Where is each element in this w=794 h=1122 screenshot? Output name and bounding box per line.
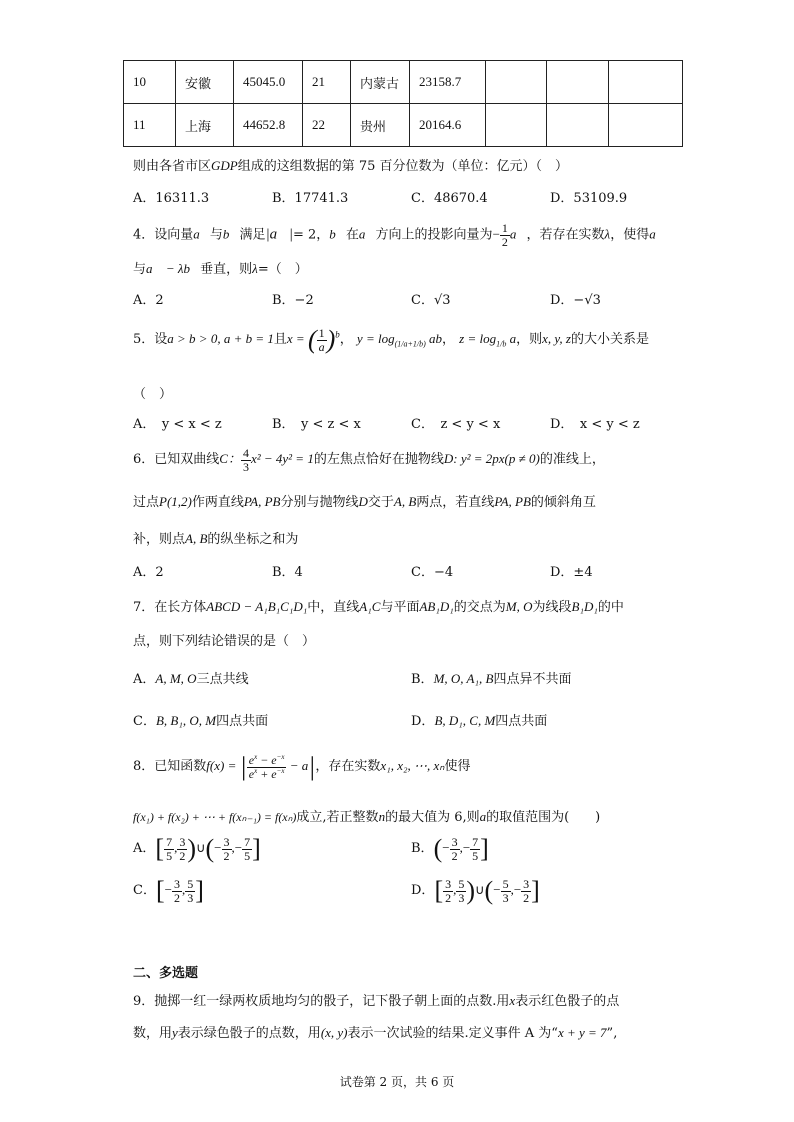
lambda: λ xyxy=(604,226,611,242)
q8-text: 使得 xyxy=(444,758,471,774)
plane-ab1d1: AB₁D₁ xyxy=(419,599,454,614)
q7-text: 与平面 xyxy=(380,600,420,615)
q5-option-c: C． z < y < x xyxy=(411,417,501,432)
q8-text: 的取值范围为( ) xyxy=(486,810,601,825)
table-cell xyxy=(547,61,609,104)
var-a: a xyxy=(479,809,487,824)
q3-option-a: A．16311.3 xyxy=(133,191,210,206)
sum-expr: f(x₁) + f(x₂) + ⋯ + f(xₙ₋₁) = f(xₙ) xyxy=(133,810,297,824)
q6-text: 的倾斜角互 xyxy=(530,495,596,510)
q4-option-c: C．√3 xyxy=(411,293,451,308)
q5-text: ，则 xyxy=(516,331,543,347)
q6-line3 xyxy=(133,528,298,547)
option-text: 四点共面 xyxy=(216,714,269,729)
points-ab: A, B xyxy=(185,531,208,546)
q4-text: 与 xyxy=(209,227,223,243)
math-expr: B, D₁, C, M xyxy=(434,713,496,728)
table-cell: 11 xyxy=(124,104,176,147)
q6-line1 xyxy=(133,447,605,473)
table-cell: 10 xyxy=(124,61,176,104)
math-expr: B, B₁, O, M xyxy=(155,713,217,728)
q5-paren: （ ） xyxy=(133,387,173,402)
q6-text: 过点 xyxy=(133,495,160,510)
point-p: P(1,2) xyxy=(159,494,192,509)
q5-condition: a > b > 0, a + b = 1 xyxy=(167,330,274,346)
section-title: 二、多选题 xyxy=(133,966,199,981)
q6-text: 两点，若直线 xyxy=(416,495,495,510)
q3-stem xyxy=(133,155,568,174)
q5-stem: 5．设a > b > 0, a + b = 1且x = ( $\frac{1}{a}$ )$^b$， $y = \log_{(1/a+1/b)}$ ab， $z = \log_{1/b} a$，则x, y, z的大小关系是 xyxy=(133,325,649,354)
cuboid-name: ABCD − A₁B₁C₁D₁ xyxy=(206,599,308,614)
q6-option-b: B．4 xyxy=(272,565,303,580)
option-text: 三点共线 xyxy=(196,672,249,687)
q8-option-d xyxy=(411,876,540,906)
fraction-half: $\frac{1}{2}$ xyxy=(501,221,508,249)
q9-text: 表示绿色骰子的点数，用 xyxy=(177,1026,321,1041)
table-row xyxy=(124,104,683,147)
q7-text: 的中 xyxy=(597,600,624,615)
q5-option-b: B． y < z < x xyxy=(272,417,361,432)
q8-text: ，存在实数 xyxy=(315,758,381,774)
q8-option-a xyxy=(133,834,261,864)
q8-line1 xyxy=(133,752,470,782)
q8-text: 的最大值为 6,则 xyxy=(385,810,480,825)
q4-text: ，若存在实数 xyxy=(526,227,605,243)
q8-option-b xyxy=(411,834,489,864)
q6-text: 的纵坐标之和为 xyxy=(207,532,299,547)
table-cell: 45045.0 xyxy=(234,61,303,104)
gdp-table xyxy=(123,60,683,147)
lines-pa-pb: PA, PB xyxy=(494,494,531,509)
table-cell: 内蒙古 xyxy=(351,61,410,104)
curve-d: D xyxy=(358,494,368,509)
event-expr: x + y = 7 xyxy=(557,1025,607,1040)
vector-a: a⃗ xyxy=(358,226,376,242)
q7-option-a xyxy=(133,668,249,687)
vector-b: b⃗ xyxy=(222,226,240,242)
q3-option-d: D．53109.9 xyxy=(550,191,628,206)
q3-option-b: B．17741.3 xyxy=(272,191,349,206)
q4-stem-line1 xyxy=(133,222,666,248)
q6-text: 作两直线 xyxy=(191,495,244,510)
table-cell: 20164.6 xyxy=(410,104,486,147)
q6-text: 补，则点 xyxy=(133,532,186,547)
q6-text: 的准线上， xyxy=(539,452,605,468)
q4-text: =（ ） xyxy=(257,262,308,277)
q4-text: 方向上的投影向量为 xyxy=(375,227,493,243)
option-label: C． xyxy=(133,714,156,729)
points-ab: A, B xyxy=(393,494,417,509)
lines-pa-pb: PA, PB xyxy=(243,494,281,509)
q4-text: 与 xyxy=(133,262,147,277)
table-cell: 23158.7 xyxy=(410,61,486,104)
table-cell xyxy=(486,61,547,104)
interval-expr: [− $\frac{3}{2}$ , $\frac{5}{3}$ ] xyxy=(155,876,204,905)
q5-text: 且 xyxy=(273,331,287,347)
option-label: C． xyxy=(133,882,156,898)
q6-option-a: A．2 xyxy=(133,565,164,580)
q9-text: 表示红色骰子的点 xyxy=(515,994,620,1009)
page-footer: 试卷第 2 页，共 6 页 xyxy=(339,1075,455,1089)
table-cell xyxy=(609,104,683,147)
q9-text: 9．抛掷一红一绿两枚质地均匀的骰子，记下骰子朝上面的点数.用 xyxy=(133,994,510,1009)
option-text: 四点共面 xyxy=(495,714,548,729)
table-cell: 上海 xyxy=(176,104,234,147)
table-cell: 贵州 xyxy=(351,104,410,147)
line-a1c: A₁C xyxy=(359,599,381,614)
interval-expr: (− $\frac{3}{2}$ ,− $\frac{7}{5}$ ] xyxy=(433,834,489,863)
var-n: n xyxy=(378,809,386,824)
table-cell xyxy=(547,104,609,147)
reals-x: x₁, x₂, ⋯, xₙ xyxy=(380,757,445,773)
minus-sign: − xyxy=(492,226,500,242)
vector-a: a⃗ xyxy=(649,226,666,242)
q7-line2: 点，则下列结论错误的是（ ） xyxy=(133,634,316,649)
function-def: f(x) = | $\frac{e^x - e^{-x}}{e^x + e^{-x}}$ − a| xyxy=(206,752,316,781)
lambda: λ xyxy=(252,261,258,276)
option-label: D． xyxy=(411,882,435,898)
q6-text: 分别与抛物线 xyxy=(280,495,359,510)
q4-text: 在 xyxy=(345,227,359,243)
q8-text: 8．已知函数 xyxy=(133,758,207,774)
q5-text: 的大小关系是 xyxy=(570,331,649,347)
vector-a: a⃗ xyxy=(193,226,210,242)
q4-text: ，使得 xyxy=(610,227,650,243)
q7-text: 为线段 xyxy=(532,600,572,615)
option-label: D． xyxy=(411,714,435,729)
q8-line2 xyxy=(133,806,600,825)
q4-option-b: B．−2 xyxy=(272,293,314,308)
q8-text: 成立,若正整数 xyxy=(296,810,379,825)
interval-expr: [ $\frac{7}{5}$ , $\frac{3}{2}$ )∪(− $\frac{3}{2}$ ,− $\frac{7}{5}$ ] xyxy=(155,834,261,863)
table-cell: 21 xyxy=(303,61,351,104)
q7-text: 的交点为 xyxy=(453,600,506,615)
option-text: 四点异不共面 xyxy=(493,672,572,687)
table-cell: 44652.8 xyxy=(234,104,303,147)
q7-option-c xyxy=(133,710,268,729)
q9-line2 xyxy=(133,1022,617,1041)
interval-expr: [ $\frac{3}{2}$ , $\frac{5}{3}$ )∪(− $\frac{5}{3}$ ,− $\frac{3}{2}$ ] xyxy=(434,876,540,905)
table-cell xyxy=(609,61,683,104)
var-x: x xyxy=(509,993,516,1008)
q4-option-a: A．2 xyxy=(133,293,164,308)
option-label: A． xyxy=(133,672,156,687)
option-label: B． xyxy=(411,840,434,856)
q5-text: 5．设 xyxy=(133,331,168,347)
var-y: y xyxy=(172,1025,178,1040)
q7-text: 7．在长方体 xyxy=(133,600,207,615)
q3-stem-text: 则由各省市区 xyxy=(133,159,212,174)
q5-vars: x, y, z xyxy=(542,330,571,346)
option-label: B． xyxy=(411,672,434,687)
abs-a: |a⃗| xyxy=(265,226,293,243)
q9-text: 数，用 xyxy=(133,1026,173,1041)
hyperbola-eq: C： $\frac{4}{3}$ x² − 4y² = 1 xyxy=(219,446,314,474)
q4-option-d: D．−√3 xyxy=(550,293,601,308)
vector-a: a⃗ xyxy=(509,226,527,242)
q5-option-a: A． y < x < z xyxy=(133,417,222,432)
q9-text: ”, xyxy=(606,1026,618,1041)
vector-b: b⃗ xyxy=(329,226,346,242)
q4-text: 满足 xyxy=(239,227,266,243)
q7-option-b xyxy=(411,668,571,687)
parabola-eq: D: y² = 2px(p ≠ 0) xyxy=(443,451,540,467)
points-mo: M, O xyxy=(505,599,533,614)
pair-xy: (x, y) xyxy=(320,1025,348,1040)
z-def: $z = \log_{1/b} a$ xyxy=(459,330,517,349)
q4-stem-line2 xyxy=(133,258,308,277)
q4-text: 4．设向量 xyxy=(133,227,194,243)
q3-option-c: C．48670.4 xyxy=(411,191,488,206)
q6-option-c: C．−4 xyxy=(411,565,454,580)
option-label: A． xyxy=(133,840,156,856)
expr-a-minus-lambda-b: a⃗ − λb⃗ xyxy=(146,261,201,276)
q6-text: 的左焦点恰好在抛物线 xyxy=(313,452,444,468)
math-expr: A, M, O xyxy=(155,671,197,686)
segment-b1d1: B₁D₁ xyxy=(571,599,598,614)
q5-option-d: D． x < y < z xyxy=(550,417,640,432)
q4-text: 垂直，则 xyxy=(200,262,253,277)
q3-stem-text: 组成的这组数据的第 75 百分位数为（单位：亿元）（ ） xyxy=(237,159,569,174)
x-def: x = ( $\frac{1}{a}$ )$^b$ xyxy=(286,325,340,354)
gdp-term: GDP xyxy=(211,158,238,173)
q7-option-d xyxy=(411,710,547,729)
table-cell: 22 xyxy=(303,104,351,147)
math-expr: M, O, A₁, B xyxy=(433,671,494,686)
q9-text: 表示一次试验的结果.定义事件 A 为“ xyxy=(347,1026,558,1041)
table-cell xyxy=(486,104,547,147)
q7-line1 xyxy=(133,596,624,615)
q7-text: 中，直线 xyxy=(307,600,360,615)
q6-text: 交于 xyxy=(367,495,394,510)
table-cell: 安徽 xyxy=(176,61,234,104)
table-row xyxy=(124,61,683,104)
q8-option-c xyxy=(133,876,204,906)
q6-text: 6．已知双曲线 xyxy=(133,452,220,468)
q6-option-d: D．±4 xyxy=(550,565,593,580)
y-def: $y = \log_{(1/a+1/b)}$ ab xyxy=(356,330,442,349)
q6-line2 xyxy=(133,491,596,510)
q9-line1 xyxy=(133,990,619,1009)
q4-text: = 2， xyxy=(292,227,330,243)
